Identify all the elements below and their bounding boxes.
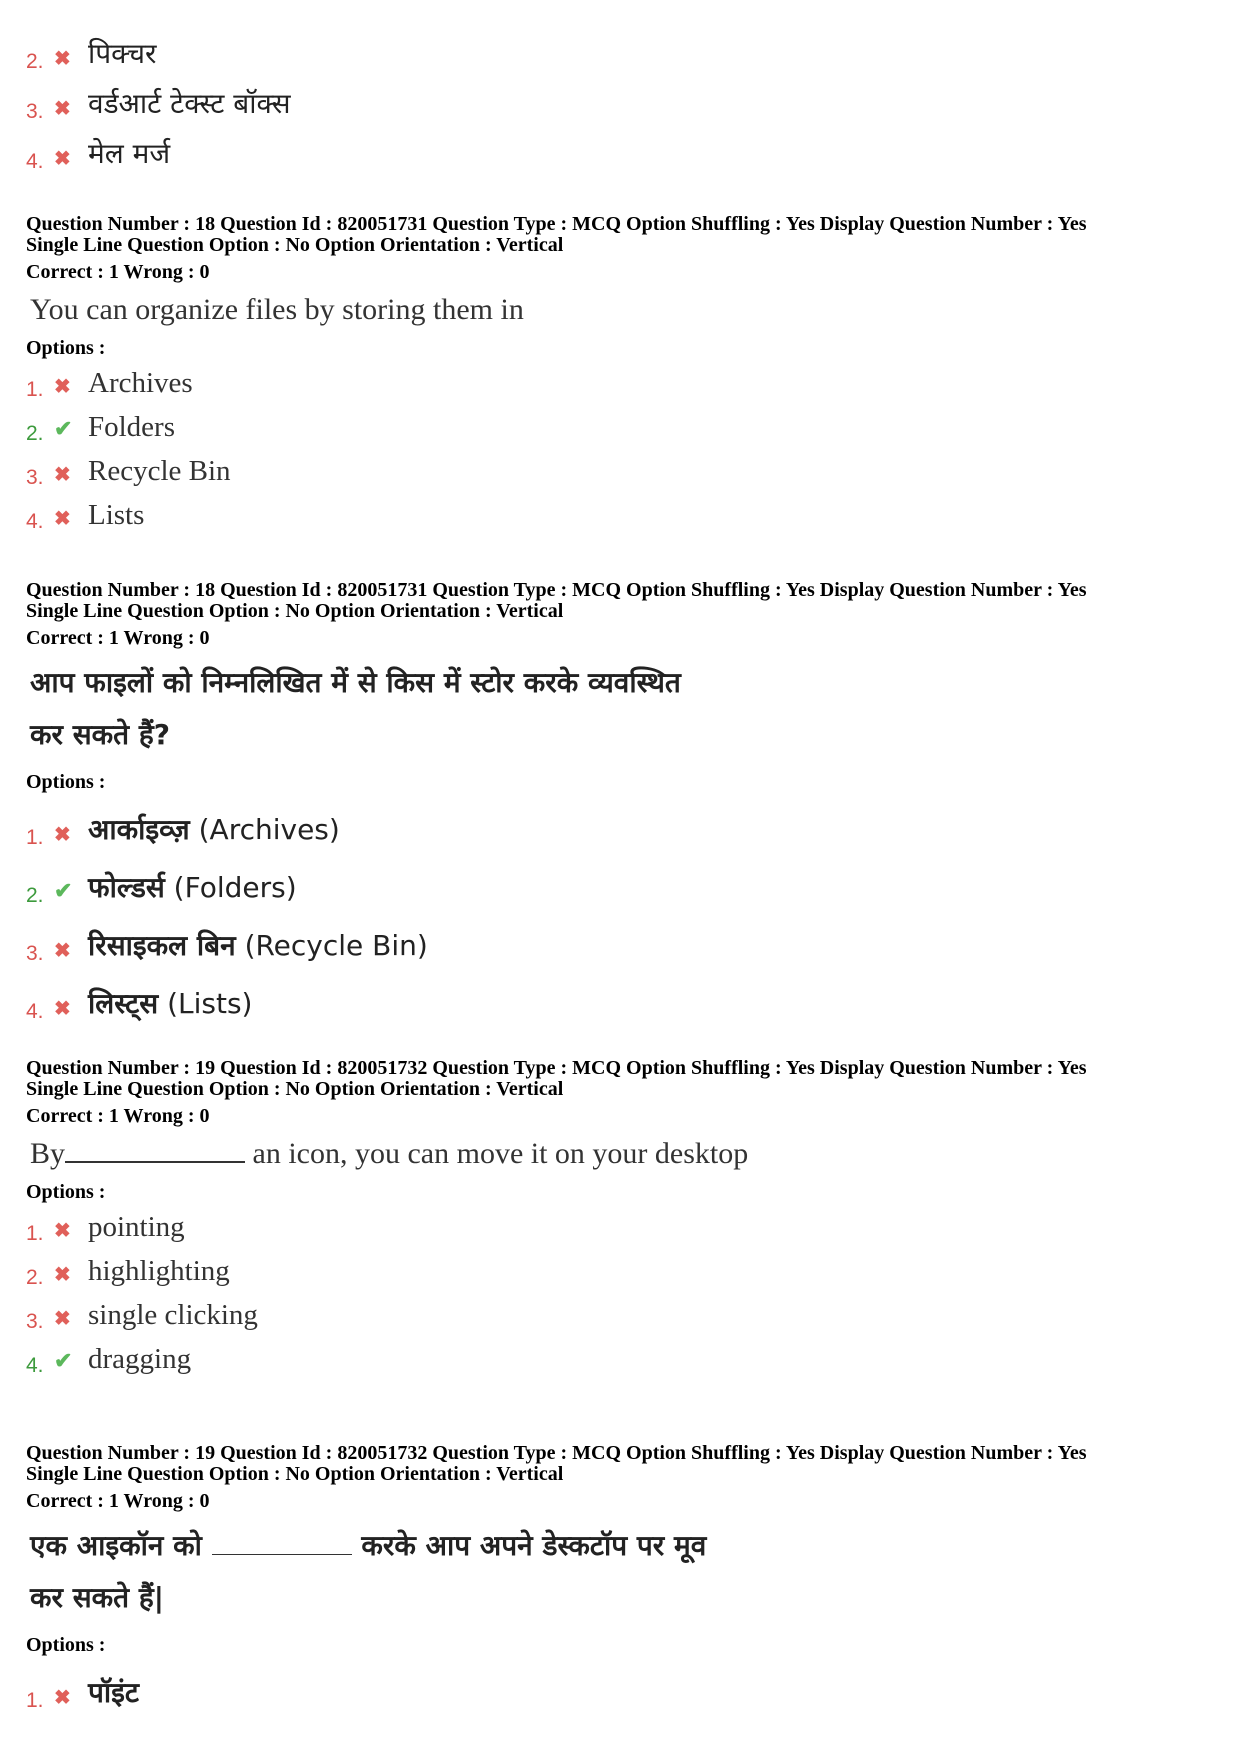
cross-icon: ✖	[54, 822, 71, 846]
question-text-line-2: कर सकते हैं|	[30, 1581, 164, 1614]
option-row	[26, 126, 1216, 176]
option-text: मेल मर्ज	[88, 137, 171, 170]
question-text	[30, 1137, 1216, 1171]
score-line: Correct : 1 Wrong : 0	[26, 261, 210, 283]
meta-line-2: Single Line Question Option : No Option Orientation : Vertical	[26, 234, 564, 256]
question-text-after: an icon, you can move it on your desktop	[245, 1137, 749, 1170]
question-text	[30, 1520, 1216, 1624]
options-label: Options :	[26, 1181, 106, 1203]
question-meta	[26, 580, 1216, 649]
option-row	[26, 448, 1216, 492]
score-line: Correct : 1 Wrong : 0	[26, 1490, 210, 1512]
meta-line-2: Single Line Question Option : No Option Orientation : Vertical	[26, 1463, 564, 1485]
question-text-after: करके आप अपने डेस्कटॉप पर मूव	[361, 1529, 707, 1562]
question-text-line-2: कर सकते हैं?	[30, 718, 170, 751]
options-list	[26, 1204, 1216, 1380]
options-list	[26, 794, 1216, 1026]
option-number: 2.	[26, 50, 44, 73]
meta-line-2: Single Line Question Option : No Option Orientation : Vertical	[26, 1078, 564, 1100]
option-text-hindi: फोल्डर्स	[88, 871, 165, 904]
cross-icon: ✖	[54, 146, 71, 170]
question-block-18-hi	[26, 580, 1216, 1026]
meta-line-1: Question Number : 18 Question Id : 820051731 Question Type : MCQ Option Shuffling : Yes Display Question Number : Yes	[26, 213, 1087, 235]
score-line: Correct : 1 Wrong : 0	[26, 1105, 210, 1127]
option-row	[26, 910, 1216, 968]
check-icon: ✔	[54, 1348, 73, 1374]
option-row	[26, 360, 1216, 404]
option-text: वर्डआर्ट टेक्स्ट बॉक्स	[88, 87, 291, 120]
option-text: Recycle Bin	[88, 455, 231, 487]
option-text-hindi: रिसाइकल बिन	[88, 929, 236, 962]
question-text-before: एक आइकॉन को	[30, 1529, 202, 1562]
cross-icon: ✖	[54, 506, 71, 530]
option-text-hindi: आर्काइव्ज़	[88, 813, 190, 846]
option-number: 4.	[26, 510, 44, 533]
check-icon: ✔	[54, 416, 73, 442]
question-meta	[26, 1058, 1216, 1127]
option-text: Lists	[88, 499, 145, 531]
question-text-before: By	[30, 1137, 66, 1170]
option-row	[26, 76, 1216, 126]
option-text: Archives	[88, 367, 193, 399]
option-row	[26, 404, 1216, 448]
option-number: 3.	[26, 100, 44, 123]
option-number: 1.	[26, 1689, 44, 1712]
option-text	[88, 868, 297, 910]
option-number: 1.	[26, 1222, 44, 1245]
cross-icon: ✖	[54, 1306, 71, 1330]
option-row	[26, 794, 1216, 852]
option-number: 2.	[26, 884, 44, 907]
option-number: 1.	[26, 826, 44, 849]
question-text-line-1	[30, 1520, 1216, 1572]
option-row	[26, 1336, 1216, 1380]
option-text: पॉइंट	[88, 1676, 140, 1709]
question-text	[30, 657, 1216, 761]
option-row	[26, 852, 1216, 910]
prev-question-options	[26, 26, 1216, 176]
option-row	[26, 1657, 1216, 1715]
question-text-line-1: आप फाइलों को निम्नलिखित में से किस में स्टोर करके व्यवस्थित	[30, 666, 681, 699]
option-text: single clicking	[88, 1299, 258, 1331]
question-block-19-hi	[26, 1443, 1216, 1715]
option-text-english: (Lists)	[167, 987, 253, 1020]
option-text: highlighting	[88, 1255, 230, 1287]
meta-line-1: Question Number : 18 Question Id : 820051731 Question Type : MCQ Option Shuffling : Yes Display Question Number : Yes	[26, 579, 1087, 601]
option-text-english: (Folders)	[173, 871, 297, 904]
check-icon: ✔	[54, 878, 73, 904]
option-text	[88, 926, 428, 968]
option-number: 3.	[26, 942, 44, 965]
option-number: 3.	[26, 466, 44, 489]
option-row	[26, 1204, 1216, 1248]
blank-line	[212, 1554, 352, 1555]
blank-line	[65, 1161, 245, 1163]
option-number: 2.	[26, 422, 44, 445]
options-label: Options :	[26, 771, 106, 793]
option-row	[26, 968, 1216, 1026]
meta-line-1: Question Number : 19 Question Id : 820051732 Question Type : MCQ Option Shuffling : Yes Display Question Number : Yes	[26, 1057, 1087, 1079]
options-label: Options :	[26, 337, 106, 359]
option-text-hindi: लिस्ट्स	[88, 987, 159, 1020]
cross-icon: ✖	[54, 96, 71, 120]
question-block-18-en	[26, 214, 1216, 536]
question-meta	[26, 1443, 1216, 1512]
option-text: Folders	[88, 411, 175, 443]
option-row	[26, 1292, 1216, 1336]
option-text-english: (Archives)	[198, 813, 340, 846]
cross-icon: ✖	[54, 374, 71, 398]
option-text: pointing	[88, 1211, 185, 1243]
cross-icon: ✖	[54, 1218, 71, 1242]
option-text	[88, 810, 340, 852]
option-text	[88, 984, 252, 1026]
option-text: पिक्चर	[88, 37, 157, 70]
meta-line-2: Single Line Question Option : No Option Orientation : Vertical	[26, 600, 564, 622]
option-number: 4.	[26, 1354, 44, 1377]
cross-icon: ✖	[54, 996, 71, 1020]
option-number: 1.	[26, 378, 44, 401]
score-line: Correct : 1 Wrong : 0	[26, 627, 210, 649]
options-label: Options :	[26, 1634, 106, 1656]
option-number: 2.	[26, 1266, 44, 1289]
option-text-english: (Recycle Bin)	[244, 929, 428, 962]
cross-icon: ✖	[54, 462, 71, 486]
option-row	[26, 1248, 1216, 1292]
meta-line-1: Question Number : 19 Question Id : 820051732 Question Type : MCQ Option Shuffling : Yes Display Question Number : Yes	[26, 1442, 1087, 1464]
cross-icon: ✖	[54, 1262, 71, 1286]
option-number: 4.	[26, 150, 44, 173]
question-block-19-en	[26, 1058, 1216, 1380]
option-number: 3.	[26, 1310, 44, 1333]
options-list	[26, 1657, 1216, 1715]
question-meta	[26, 214, 1216, 283]
cross-icon: ✖	[54, 938, 71, 962]
option-number: 4.	[26, 1000, 44, 1023]
option-row	[26, 492, 1216, 536]
question-text: You can organize files by storing them in	[30, 293, 524, 326]
option-text: dragging	[88, 1343, 192, 1375]
options-list	[26, 360, 1216, 536]
option-row	[26, 26, 1216, 76]
cross-icon: ✖	[54, 1685, 71, 1709]
cross-icon: ✖	[54, 46, 71, 70]
